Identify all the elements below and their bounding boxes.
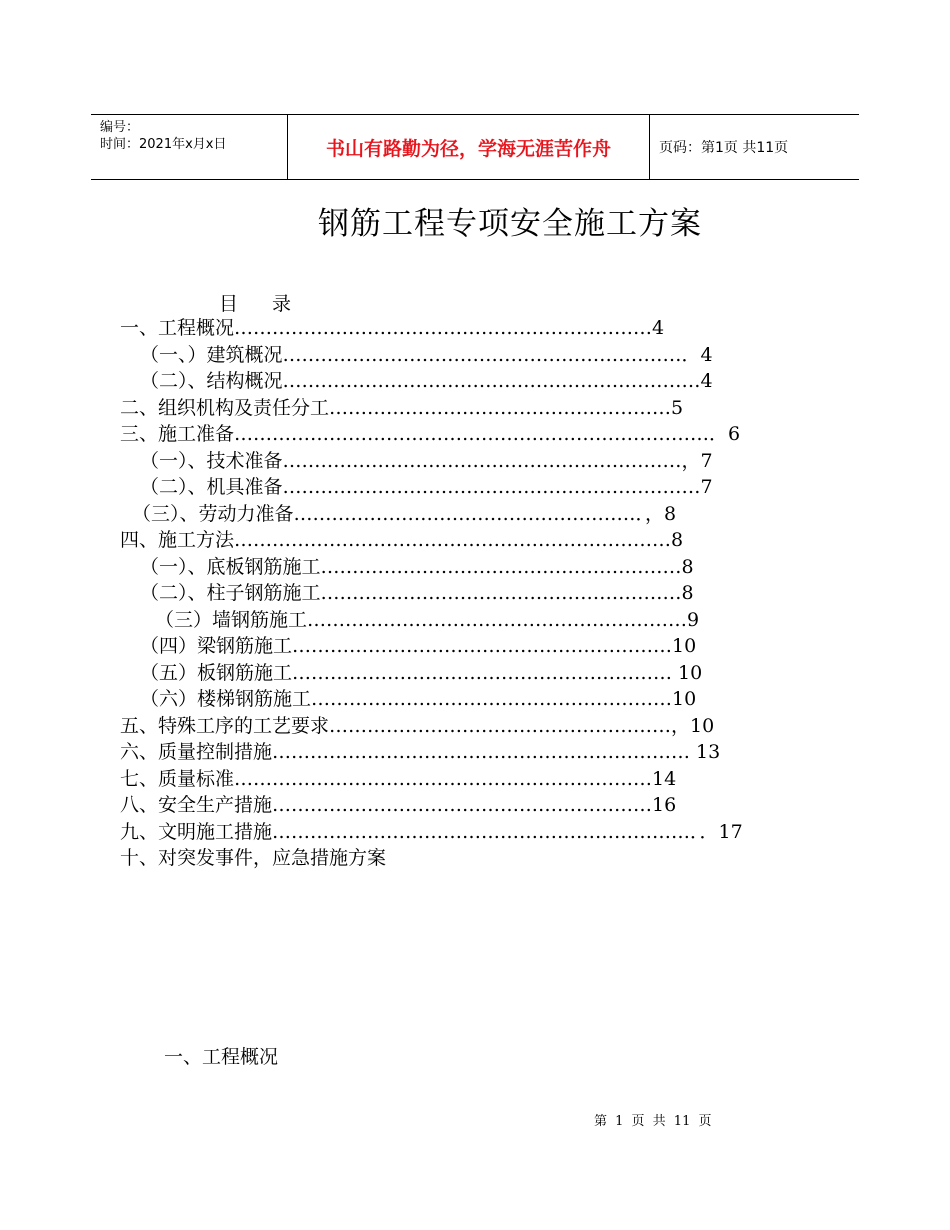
toc-entry[interactable]: [0, 686, 950, 713]
toc-entry-text: （二）、结构概况…………………………………………………………4: [140, 370, 713, 392]
page-footer: 第 1 页 共 11 页: [594, 1114, 712, 1129]
toc-entry[interactable]: [0, 315, 950, 342]
toc-entry[interactable]: [0, 713, 950, 740]
toc-entry[interactable]: [0, 368, 950, 395]
toc-entry[interactable]: [0, 660, 950, 687]
toc-entry[interactable]: [0, 633, 950, 660]
toc-entry-text: （一）、技术准备………………………………………………………，7: [140, 449, 713, 472]
toc-entry-text: （四）梁钢筋施工……………………………………………………10: [140, 635, 697, 657]
toc-entry[interactable]: [0, 395, 950, 422]
toc-entry[interactable]: [0, 474, 950, 501]
document-title: 钢筋工程专项安全施工方案: [318, 206, 702, 242]
toc-entry-text: 四、施工方法……………………………………………………………8: [120, 529, 684, 551]
toc-entry-text: （六）楼梯钢筋施工…………………………………………………10: [140, 688, 697, 710]
toc-entry[interactable]: [0, 448, 950, 475]
document-number-label: 编号：: [100, 120, 140, 135]
toc-entry[interactable]: [0, 845, 950, 872]
toc-entry-text: （三）墙钢筋施工……………………………………………………9: [155, 608, 700, 631]
toc-entry[interactable]: [0, 580, 950, 607]
toc-entry[interactable]: [0, 501, 950, 528]
toc-entry-text: （五）板钢筋施工…………………………………………………… 10: [140, 661, 703, 684]
toc-entry-text: 六、质量控制措施………………………………………………………… 13: [120, 741, 721, 763]
toc-entry[interactable]: [0, 421, 950, 448]
toc-entry-text: 十、对突发事件，应急措施方案: [120, 847, 387, 869]
toc-entry-text: 七、质量标准…………………………………………………………14: [120, 767, 677, 790]
header-motto: 书山有路勤为径，学海无涯苦作舟: [287, 115, 650, 179]
document-header: [91, 114, 859, 180]
toc-entry[interactable]: [0, 554, 950, 581]
toc-entry-text: 九、文明施工措施…………………………………………………………．．17: [120, 820, 743, 843]
section-heading: 一、工程概况: [164, 1046, 279, 1068]
toc-entry[interactable]: [0, 527, 950, 554]
toc-entry[interactable]: [0, 792, 950, 819]
toc-entry[interactable]: [0, 342, 950, 369]
document-time-label: 时间：2021年x月x日: [100, 137, 227, 152]
header-meta: [91, 115, 287, 179]
toc-entry-text: 八、安全生产措施……………………………………………………16: [120, 794, 677, 816]
toc-entry[interactable]: [0, 819, 950, 846]
toc-entry[interactable]: [0, 739, 950, 766]
toc-entry-text: 五、特殊工序的工艺要求………………………………………………，10: [120, 714, 715, 737]
toc-entry[interactable]: [0, 607, 950, 634]
toc-entry-text: （三）、劳动力准备………………………………………………．，8: [132, 502, 677, 525]
toc-entry[interactable]: [0, 766, 950, 793]
toc-entry-text: 一、工程概况…………………………………………………………4: [120, 317, 665, 339]
toc-entry-text: 二、组织机构及责任分工………………………………………………5: [120, 396, 684, 419]
header-page-info: 页码：第1页 共11页: [659, 140, 789, 156]
toc-entry-text: （一）、底板钢筋施工…………………………………………………8: [140, 555, 694, 578]
toc-entry-text: 三、施工准备…………………………………………………………………．6: [120, 423, 741, 445]
toc-entry-text: （二）、柱子钢筋施工…………………………………………………8: [140, 582, 694, 604]
toc-entry-text: （二）、机具准备…………………………………………………………7: [140, 476, 713, 498]
table-of-contents: [0, 315, 950, 872]
toc-heading: 目 录: [219, 293, 292, 315]
toc-entry-text: （一、）建筑概况………………………………………………………．4: [140, 343, 713, 366]
